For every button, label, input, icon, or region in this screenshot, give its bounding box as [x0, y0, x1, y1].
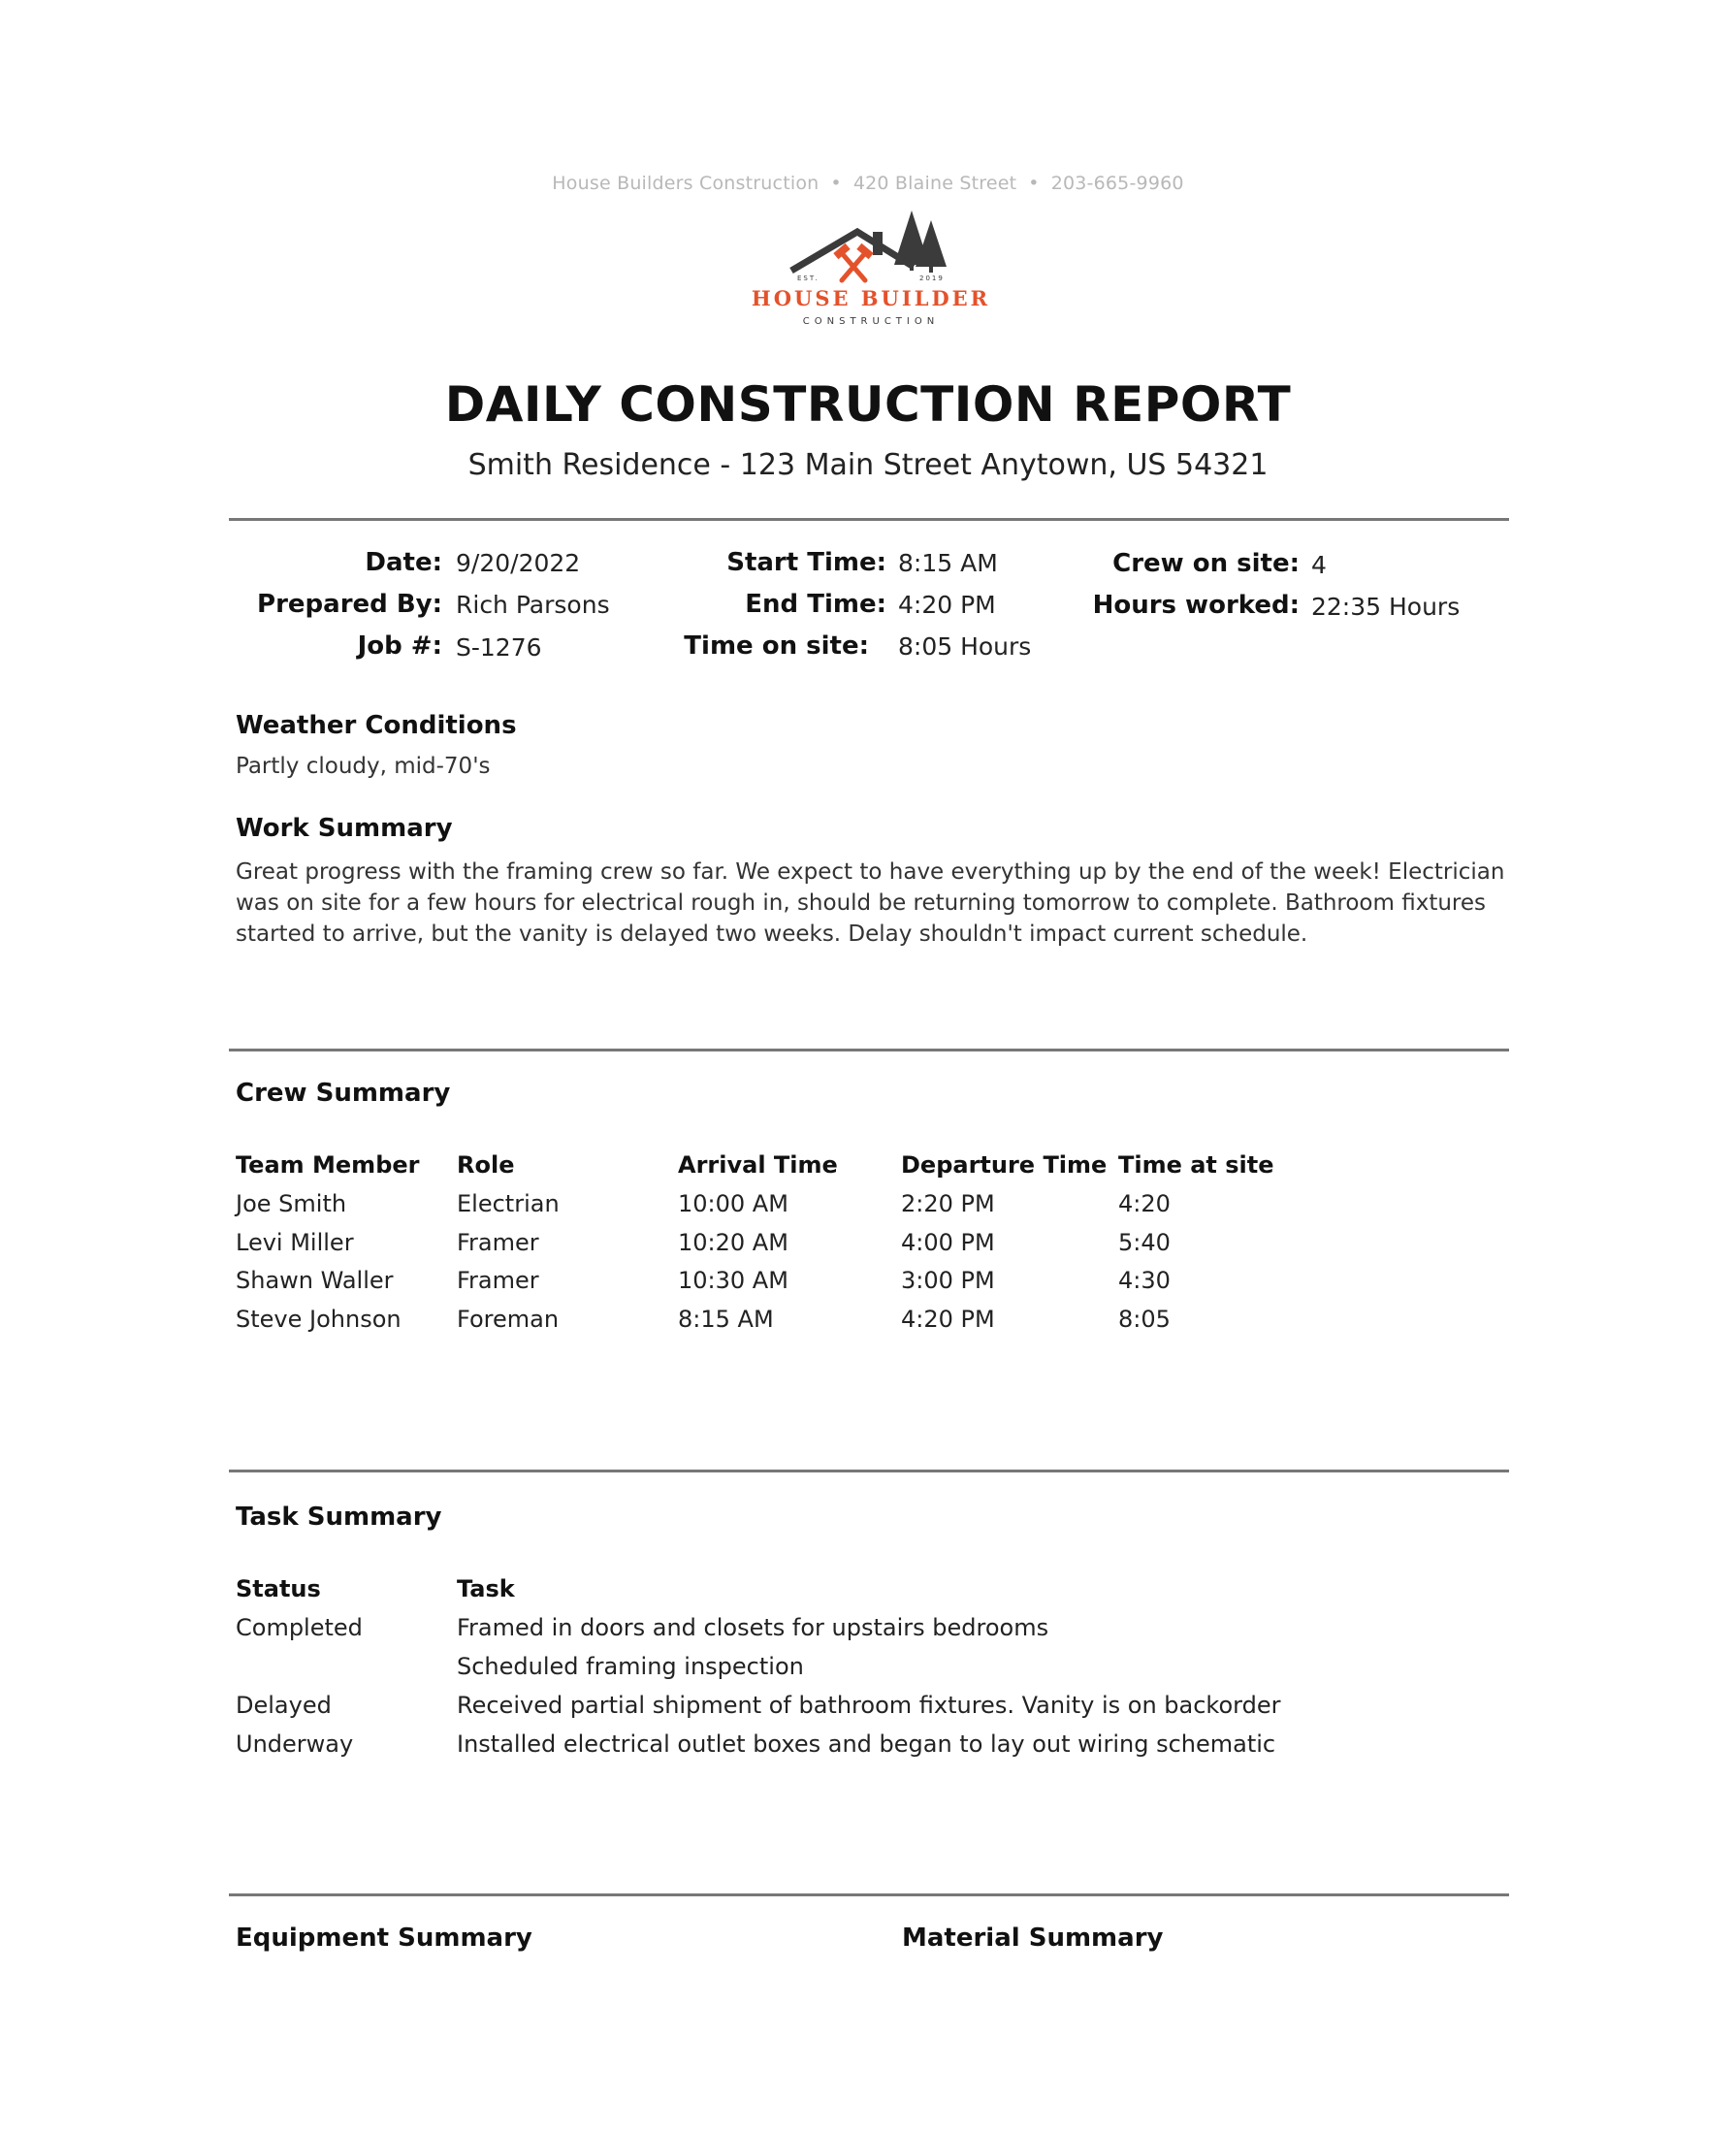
- crew-role: Electrian: [457, 1190, 560, 1217]
- end-time-label: End Time:: [745, 590, 886, 619]
- crew-departure: 2:20 PM: [901, 1190, 995, 1217]
- work-summary-heading: Work Summary: [236, 814, 453, 843]
- crew-col-time-at-site: Time at site: [1118, 1151, 1274, 1179]
- task-status: Underway: [236, 1730, 354, 1758]
- company-logo: [751, 207, 991, 335]
- logo-est-label: EST.: [797, 275, 820, 282]
- time-on-site-value: 8:05 Hours: [898, 632, 1032, 661]
- company-name: House Builders Construction: [552, 173, 820, 194]
- weather-heading: Weather Conditions: [236, 711, 517, 740]
- logo-tagline: CONSTRUCTION: [802, 316, 940, 327]
- crew-on-site-label: Crew on site:: [1112, 549, 1300, 578]
- crew-summary-heading: Crew Summary: [236, 1079, 451, 1108]
- crew-role: Framer: [457, 1229, 539, 1256]
- hours-worked-value: 22:35 Hours: [1311, 593, 1461, 621]
- crew-member: Levi Miller: [236, 1229, 354, 1256]
- divider: [229, 1049, 1509, 1051]
- crew-time-at-site: 5:40: [1118, 1229, 1171, 1256]
- crew-departure: 4:20 PM: [901, 1306, 995, 1333]
- task-description: Received partial shipment of bathroom fixtures. Vanity is on backorder: [457, 1692, 1281, 1719]
- equipment-summary-heading: Equipment Summary: [236, 1924, 532, 1953]
- divider: [229, 518, 1509, 521]
- logo-est-year: 2019: [919, 275, 945, 282]
- crew-arrival: 8:15 AM: [678, 1306, 774, 1333]
- crew-member: Shawn Waller: [236, 1267, 394, 1294]
- crew-departure: 4:00 PM: [901, 1229, 995, 1256]
- crew-role: Foreman: [457, 1306, 560, 1333]
- time-on-site-label: Time on site:: [684, 631, 869, 661]
- end-time-value: 4:20 PM: [898, 591, 996, 619]
- house-builder-logo-icon: [751, 207, 991, 335]
- project-address: Smith Residence - 123 Main Street Anytown, US 54321: [467, 448, 1269, 482]
- crew-role: Framer: [457, 1267, 539, 1294]
- report-title: DAILY CONSTRUCTION REPORT: [444, 376, 1292, 433]
- crew-col-departure: Departure Time: [901, 1151, 1108, 1179]
- crew-on-site-value: 4: [1311, 551, 1327, 579]
- crew-departure: 3:00 PM: [901, 1267, 995, 1294]
- start-time-value: 8:15 AM: [898, 549, 998, 577]
- company-phone: 203-665-9960: [1050, 173, 1184, 194]
- crew-member: Steve Johnson: [236, 1306, 402, 1333]
- separator: •: [1028, 173, 1040, 194]
- job-number-value: S-1276: [456, 633, 542, 662]
- work-summary-text: Great progress with the framing crew so far. We expect to have everything up by the end of the week! Electrician was on site for a few hours for electrical rough in, should be returning tomorrow to complete. Bathroom fixtures started to arrive, but the vanity is delayed two weeks. Delay shouldn't impact current schedule.: [236, 859, 1505, 947]
- separator: •: [830, 173, 842, 194]
- hours-worked-label: Hours worked:: [1092, 591, 1300, 620]
- task-status: Completed: [236, 1614, 363, 1641]
- logo-brand: HOUSE BUILDER: [751, 286, 991, 310]
- task-status: Delayed: [236, 1692, 332, 1719]
- company-address: 420 Blaine Street: [852, 173, 1017, 194]
- divider: [229, 1470, 1509, 1472]
- crew-arrival: 10:00 AM: [678, 1190, 788, 1217]
- crew-time-at-site: 4:30: [1118, 1267, 1171, 1294]
- divider: [229, 1893, 1509, 1896]
- crew-time-at-site: 8:05: [1118, 1306, 1171, 1333]
- prepared-by-value: Rich Parsons: [456, 591, 610, 619]
- crew-member: Joe Smith: [236, 1190, 347, 1217]
- company-contact-line: [0, 173, 1736, 194]
- crew-arrival: 10:20 AM: [678, 1229, 788, 1256]
- job-number-label: Job #:: [357, 631, 442, 661]
- task-description: Framed in doors and closets for upstairs bedrooms: [457, 1614, 1049, 1641]
- start-time-label: Start Time:: [726, 548, 886, 577]
- material-summary-heading: Material Summary: [902, 1924, 1164, 1953]
- crew-arrival: 10:30 AM: [678, 1267, 788, 1294]
- crew-time-at-site: 4:20: [1118, 1190, 1171, 1217]
- date-label: Date:: [365, 548, 442, 577]
- crew-col-team-member: Team Member: [236, 1151, 420, 1179]
- crew-col-role: Role: [457, 1151, 515, 1179]
- crew-col-arrival: Arrival Time: [678, 1151, 838, 1179]
- weather-text: Partly cloudy, mid-70's: [236, 754, 491, 779]
- task-col-task: Task: [457, 1575, 515, 1602]
- task-col-status: Status: [236, 1575, 321, 1602]
- prepared-by-label: Prepared By:: [257, 590, 442, 619]
- task-summary-heading: Task Summary: [236, 1503, 442, 1532]
- date-value: 9/20/2022: [456, 549, 581, 577]
- task-description: Scheduled framing inspection: [457, 1653, 804, 1680]
- task-description: Installed electrical outlet boxes and began to lay out wiring schematic: [457, 1730, 1276, 1758]
